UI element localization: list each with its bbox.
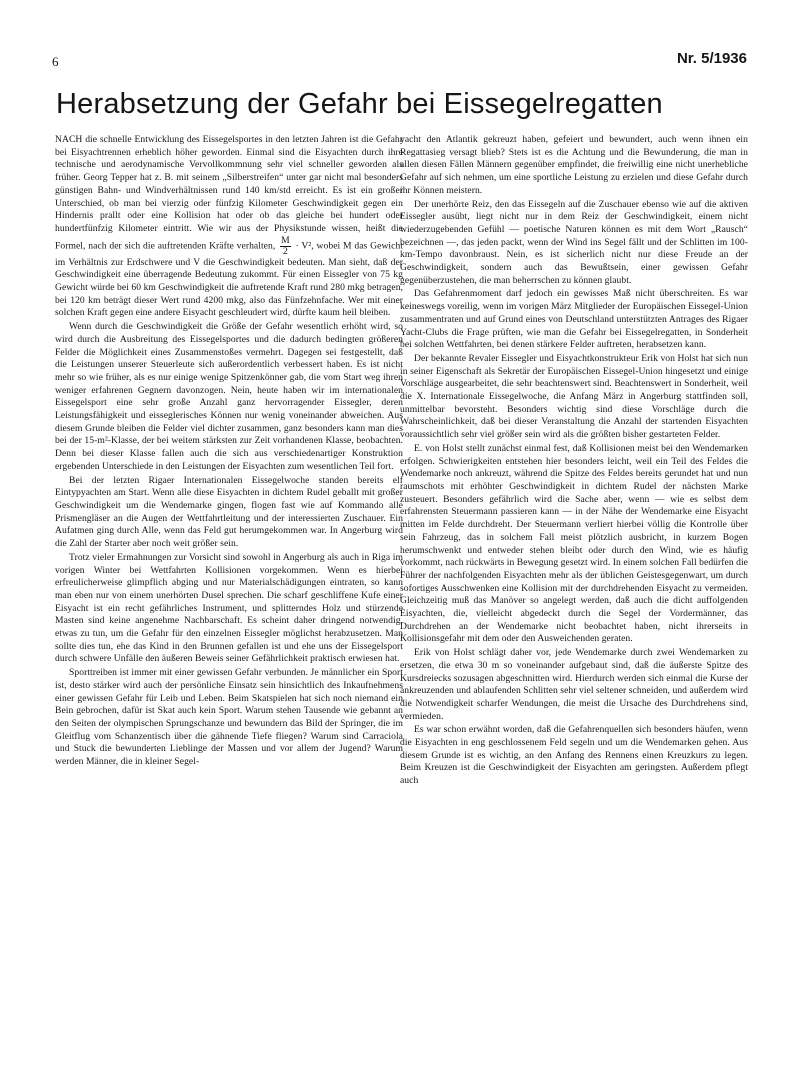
left-column [55,134,403,1078]
paragraph: E. von Holst stellt zunächst einmal fest, daß Kollisionen meist bei den Wendemarken erfolgen. Schwierigkeiten entstehen hier besonders leicht, weil ein Teil des Feldes die Wendemarke noch ankreuzt, während die Spitze des Feldes bereits gerundet hat und nun raumschots mit erhöhter Geschwindigkeit in dichtem Rudel der nächsten Marke zusteuert. Besonders gefährlich wird die Sache aber, wenn — wie es selbst dem erfahrensten Steuermann passieren kann — in der Nähe der Wendemarke eine Eisyacht mitten im Felde durchdreht. Der Steuermann verliert hierbei völlig die Kontrolle über sein Fahrzeug, das in solchem Fall meist plötzlich ausbricht, in kurzem Bogen herumschwenkt und entweder stehen bleibt oder durch den Wind, wie es häufig vorkommt, nach rückwärts in Bewegung gesetzt wird. In einem solchen Fall bedürfen die Führer der nachfolgenden Eisyachten mehr als der üblichen Geistesgegenwart, um durch sofortiges Ausschwenken eine Kollision mit der durchdrehenden Eisyacht zu vermeiden. Gleichzeitig muß das Manöver so angelegt werden, daß auch die dicht auffolgenden Eisyachten, die, vielleicht abgedeckt durch die Segel der Vordermänner, das Durchdrehen an der Wendemarke nicht beobachtet haben, nicht ihrerseits in Kollisionsgefahr mit dem oder den Ausweichenden geraten. [400,442,748,645]
formula-fraction [280,236,291,257]
page-number: 6 [52,54,59,69]
paragraph: Erik von Holst schlägt daher vor, jede Wendemarke durch zwei Wendemarken zu ersetzen, die etwa 30 m so voneinander aufgebaut sind, daß die äußerste Spitze des Kursdreiecks sozusagen abgeschnitten wird. Hierdurch werden sich einmal die Kurse der ankreuzenden und ablaufenden Schlitten sehr viel seltener schneiden, und außerdem wird die Notwendigkeit scharfer Wendungen, die meist die Ursache des Durchdrehens sind, vermieden. [400,647,748,722]
fraction-denominator: 2 [282,245,288,257]
paragraph: Trotz vieler Ermahnungen zur Vorsicht sind sowohl in Angerburg als auch in Riga im vorigen Winter bei Wettfahrten Kollisionen vorgekommen. Wenn es hierbei erfreulicherweise glimpflich abging und nur Materialschädigungen eintraten, so kann man eben nur von einem unerhörten Dusel sprechen. Die scharf geschliffene Kufe einer Eisyacht ist ein recht gefährliches Instrument, und splitterndes Holz und stürzende Masten sind keine angenehme Nachbarschaft. Es scheint daher dringend notwendig, etwas zu tun, um die Gefahr für den einzelnen Eissegler möglichst herabzusetzen. Man sollte dies tun, ehe das Kind in den Brunnen gefallen ist und ehe uns der Eissegelsport durch schwere Unfälle den äußeren Beweis seiner Gefährlichkeit praktisch erwiesen hat. [55,551,403,665]
paragraph: yacht den Atlantik gekreuzt haben, gefeiert und bewundert, auch wenn ihnen ein Regattasieg versagt blieb? Stets ist es die Achtung und die Bewunderung, die man in allen diesen Fällen Männern gegenüber empfindet, die freiwillig eine nicht unerhebliche Gefahr auf sich nehmen, um eine sportliche Leistung zu erzielen und diese Gefahr durch ihr Können meistern. [400,134,748,196]
paragraph: Bei der letzten Rigaer Internationalen Eissegelwoche standen bereits elf Eintypyachten am Start. Wenn alle diese Eisyachten in dichtem Rudel geballt mit großer Geschwindigkeit um die Wendemarke gingen, flogen fast wie auf Kommando alle Prismengläser an die Augen der Wettfahrtleitung und der interessierten Zuschauer. Ein Aufatmen ging durch Alle, wenn das Feld gut herumgekommen war. In Angerburg wird die Zahl der Starter aber noch weit größer sein. [55,474,403,550]
paragraph: Der bekannte Revaler Eissegler und Eisyachtkonstrukteur Erik von Holst hat sich nun in seiner Eigenschaft als Sekretär der Europäischen Eissegel-Union hingesetzt und einige Vorschläge ausgearbeitet, die sehr beachtenswert sind. Beachtenswert in Sonderheit, weil die X. Internationale Eissegelwoche, die Anfang März in Angerburg stattfinden soll, unmittelbar bevorsteht. Besonders wichtig sind diese Vorschläge durch die Wahrscheinlichkeit, daß bei dieser Veranstaltung die Anzahl der startenden Eisyachten voraussichtlich sehr viel größer sein wird als die größten bisher gestarteten Felder. [400,352,748,441]
paragraph: Der unerhörte Reiz, den das Eissegeln auf die Zuschauer ebenso wie auf die aktiven Eissegler ausübt, liegt nicht nur in dem Reiz der Geschwindigkeit, einem nicht wiederzugebenden Gefühl — poetische Naturen können es mit dem Wort „Rausch“ bezeichnen —, das jeden packt, wenn der Wind ins Segel fällt und der Schlitten im 100-km-Tempo davonbraust. Nein, es ist sicherlich nicht nur diese Freude an der Geschwindigkeit, sondern auch das Bewußtsein, einer gewissen Gefahr gegenüberzustehen, die man beherrschen zu können glaubt. [400,198,748,286]
paragraph: Das Gefahrenmoment darf jedoch ein gewisses Maß nicht überschreiten. Es war keineswegs voreilig, wenn im vorigen März Mitglieder der Europäischen Eissegel-Union zusammentraten und auf Grund eines von Deutschland unterstützten Antrages des Rigaer Yacht-Clubs die Frage prüften, wie man die Gefahr bei Eissegelregatten, in Sonderheit bei solchen Wettfahrten, bei denen stärkere Felder auftreten, herabsetzen kann. [400,288,748,351]
article-title: Herabsetzung der Gefahr bei Eissegelregatten [56,88,663,120]
right-column [400,134,748,1078]
issue-number: Nr. 5/1936 [676,50,747,67]
paragraph-text: · V², wobei M das Gewicht im Verhältnis zur Erdschwere und V die Geschwindigkeit bedeuten. Man sieht, daß der Geschwindigkeit eine überragende Bedeutung zukommt. Für einen Eissegler von 75 kg Gewicht würde bei 60 km Geschwindigkeit die auftretende Kraft rund 280 mkg betragen, bei 120 km beträgt dieser Wert rund 4200 mkg, also das Fünfzehnfache. Wer mit einer solchen Kraft gegen eine andere Eisyacht geschleudert wird, dürfte kaum heil bleiben. [55,240,403,319]
paragraph [55,134,403,320]
paragraph: Es war schon erwähnt worden, daß die Gefahrenquellen sich besonders häufen, wenn die Eisyachten in eng geschlossenem Feld segeln und um die Wendemarken gehen. Aus diesem Grunde ist es wichtig, an den Anfang des Rennens einen Kreuzkurs zu legen. Beim Kreuzen ist die Geschwindigkeit der Eisyachten am geringsten. Außerdem pflegt auch [400,724,748,787]
fraction-numerator: M [281,234,290,246]
paragraph: Sporttreiben ist immer mit einer gewissen Gefahr verbunden. Je männlicher ein Sport ist, desto stärker wird auch der persönliche Einsatz sein hinsichtlich des Inkaufnehmens einer gewissen Gefahr für Leib und Leben. Beim Skatspielen hat sich noch niemand ein Bein gebrochen, dafür ist Skat auch kein Sport. Warum stehen Tausende wie gebannt an den Seiten der olympischen Sprungschanze und bewundern das Bild der Springer, die im Gleitflug vom Schanzentisch über die gähnende Tiefe fliegen? Warum sind Carraciola und Stuck die bewunderten Lieblinge der Massen und vor allem der Jugend? Warum werden Männer, die in kleiner Segel- [55,667,403,768]
paragraph: Wenn durch die Geschwindigkeit die Größe der Gefahr wesentlich erhöht wird, so wird durch die Ausbreitung des Eissegelsportes und die dadurch bedingten größeren Felder die Möglichkeit eines Zusammenstoßes vermehrt. Dagegen sei festgestellt, daß die Leistungen unserer Steuerleute sich außerordentlich verbessert haben. Es ist nicht mehr so wie früher, als es nur einige wenige Spitzenkönner gab, die vom Start weg ihren weniger erfahrenen Gegnern davonzogen. Nein, heute haben wir im internationalen Eissegelsport eine sehr große Anzahl ganz hervorragender Eissegler, deren Leistungsfähigkeit und eisseglerisches Können nur wenig voneinander abweichen. Aus diesem Grunde bleiben die Felder viel dichter zusammen, ganz besonders kann man dies bei der 15-m²-Klasse, der bei weitem stärksten zur Zeit vorhandenen Klasse, beobachten. Denn bei dieser Klasse fallen auch die sich aus verschiedenartiger Konstruktion ergebenden Unterschiede in den Leistungen der Eisyachten zum wesentlichen Teil fort. [55,321,403,472]
paragraph-text: NACH die schnelle Entwicklung des Eissegelsportes in den letzten Jahren ist die Gefahr bei Eisyachtrennen erheblich höher geworden. Einmal sind die Eisyachten durch ihre technische und aerodynamische Vervollkommnung sehr viel schneller geworden als früher. Georg Tepper hat z. B. mit seinem „Silberstreifen“ unter gar nicht mal besonders günstigen Bahn- und Windverhältnissen rund 140 km/std erreicht. Es ist ein großer Unterschied, ob man bei vierzig oder fünfzig Kilometer Geschwindigkeit gegen ein Hindernis prallt oder eine Kollision hat oder ob das gleiche bei hundert oder hundertfünfzig Kilometer eintritt. Wie wir aus der Physikstunde wissen, heißt die Formel, nach der sich die auftretenden Kräfte verhalten, [55,134,403,252]
